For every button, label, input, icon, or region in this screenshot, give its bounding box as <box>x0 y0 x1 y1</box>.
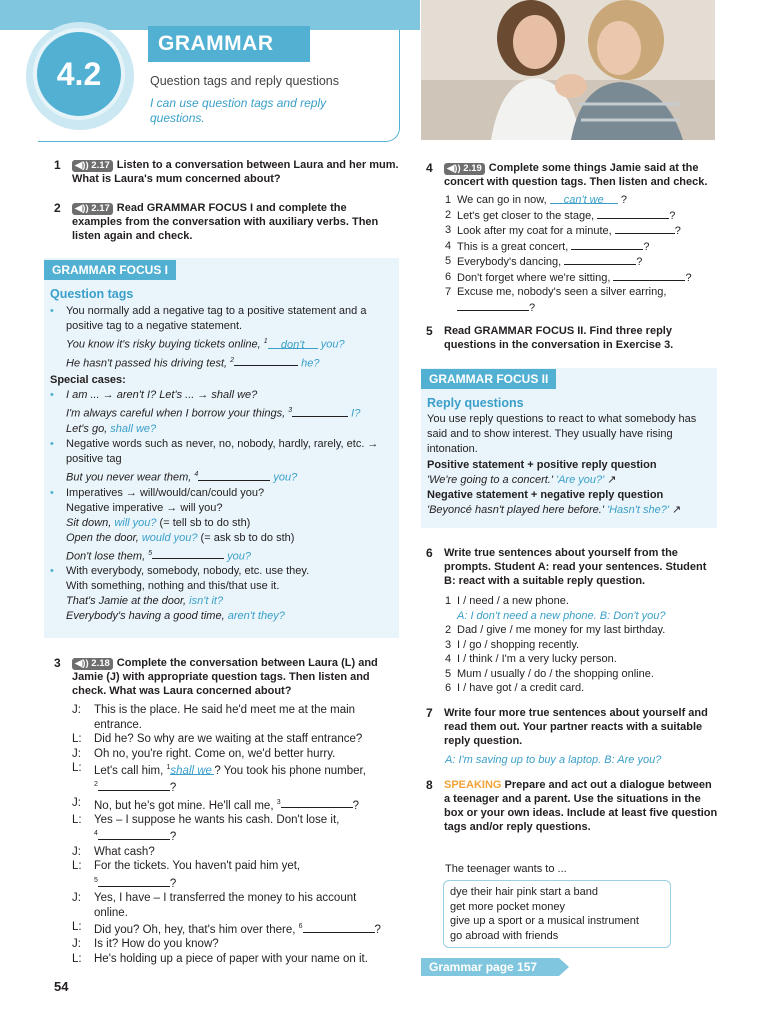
rule-item <box>50 388 395 437</box>
dialogue-line: L: Did you? Oh, hey, that's him over there, $^6$ ? <box>72 921 381 936</box>
list-item: 5 Everybody's dancing, ? <box>445 255 643 268</box>
list-item: 7 Excuse me, nobody's seen a silver earring, <box>445 286 667 298</box>
dialogue-line: L: Let's call him, $^1$shall we ? You took his phone number, <box>72 762 366 777</box>
situation-item: give up a sport or a musical instrument <box>450 915 639 927</box>
exercise-instruction: Write four more true sentences about yourself and read them out. Your partner reacts with a suitable reply question. <box>444 707 708 747</box>
rule-example: 'We're going to a concert.' 'Are you?' ↗ <box>427 474 617 486</box>
dialogue-line: $^4$ ? <box>94 830 177 844</box>
grammar-focus-heading: Reply questions <box>427 396 524 410</box>
rule-text: You use reply questions to react to what somebody has said and to show interest. They usually have rising intonation. <box>427 413 697 455</box>
list-item: 2 Let's get closer to the stage, ? <box>445 208 676 222</box>
list-item: 1 I / need / a new phone. <box>445 595 569 607</box>
answer-blank[interactable] <box>457 300 529 311</box>
rule-example: He hasn't passed his driving test, $^2$ he? <box>66 356 320 370</box>
speaking-label: SPEAKING <box>444 779 502 791</box>
list-item: 6 Don't forget where we're sitting, ? <box>445 270 692 284</box>
photo-illustration <box>421 0 715 140</box>
situation-item: dye their hair pink start a band <box>450 886 598 898</box>
rule-example: Open the door, would you? (= ask sb to do sth) <box>66 531 295 544</box>
answer-blank[interactable] <box>303 922 375 933</box>
dialogue-line: L: Yes – I suppose he wants his cash. Don't lose it, <box>72 813 340 826</box>
answer-blank[interactable] <box>564 254 636 265</box>
rule-example: Everybody's having a good time, aren't they? <box>66 610 285 623</box>
exercise-instruction: Complete some things Jamie said at the concert with question tags. Then listen and check. <box>444 162 708 188</box>
exercise-instruction: Listen to a conversation between Laura and her mum. What is Laura's mum concerned about? <box>72 159 399 185</box>
list-item: 3 I / go / shopping recently. <box>445 638 580 651</box>
exercise-4-items <box>445 193 720 315</box>
exercise-number: 3 <box>54 656 61 670</box>
grammar-focus-heading: Question tags <box>50 287 134 301</box>
bullet-icon: • <box>50 305 54 317</box>
answer-blank[interactable] <box>571 239 643 250</box>
exercise-instruction: Read GRAMMAR FOCUS II. Find three reply questions in the conversation in Exercise 3. <box>444 325 674 351</box>
exercise-number: 5 <box>426 324 433 338</box>
audio-icon[interactable]: ◀)) 2.17 <box>72 160 113 172</box>
photo-mother-daughter <box>421 0 715 140</box>
exercise-3 <box>54 656 399 698</box>
dialogue-line: J: This is the place. He said he'd meet me at the main <box>72 704 356 716</box>
exercise-number: 4 <box>426 161 433 175</box>
exercise-7 <box>426 706 718 748</box>
reference-label: Grammar page 157 <box>429 960 538 974</box>
exercise-1 <box>54 158 399 186</box>
exercise-4 <box>426 161 718 189</box>
rule-text: With everybody, somebody, nobody, etc. use they. <box>66 565 310 578</box>
dialogue-line: L: For the tickets. You haven't paid him yet, <box>72 860 301 873</box>
answer-blank[interactable] <box>613 270 685 281</box>
exercise-6 <box>426 546 718 588</box>
rule-example: You know it's risky buying tickets online, $^1$ don't you? <box>66 338 345 351</box>
answer-blank[interactable] <box>615 223 675 234</box>
exercise-instruction: Read GRAMMAR FOCUS I and complete the examples from the conversation with auxiliary verbs. Then listen again and check. <box>72 202 379 242</box>
list-item: 4 I / think / I'm a very lucky person. <box>445 653 617 665</box>
grammar-focus-1-tab: GRAMMAR FOCUS I <box>44 260 176 280</box>
audio-icon[interactable]: ◀)) 2.18 <box>72 658 113 670</box>
grammar-focus-1-content <box>50 287 395 624</box>
exercise-instruction: Write true sentences about yourself from the prompts. Student A: read your sentences. Student B: react with a suitable reply question. <box>444 547 707 587</box>
answer-blank[interactable] <box>98 780 170 791</box>
list-item: 5 Mum / usually / do / the shopping online. <box>445 667 654 680</box>
dialogue-line: $^2$ ? <box>94 781 177 795</box>
dialogue-line: J: Is it? How do you know? <box>72 938 219 951</box>
lesson-subtitle: Question tags and reply questions <box>150 74 340 88</box>
answer-blank[interactable] <box>98 876 170 887</box>
grammar-focus-2-tab: GRAMMAR FOCUS II <box>421 369 556 389</box>
rule-example: Don't lose them, $^5$ you? <box>66 549 252 563</box>
answer-blank[interactable] <box>281 797 353 808</box>
rule-example: But you never wear them, $^4$ you? <box>66 470 298 484</box>
rule-item <box>50 304 395 371</box>
exercise-5 <box>426 324 716 352</box>
example-answer: A: I don't need a new phone. B: Don't you? <box>457 609 666 622</box>
rule-text: Imperatives → will/would/can/could you? <box>66 486 265 499</box>
dialogue-line: L: Did he? So why are we waiting at the staff entrance? <box>72 733 363 745</box>
dialogue-line: J: Oh no, you're right. Come on, we'd better hurry. <box>72 747 336 760</box>
audio-icon[interactable]: ◀)) 2.17 <box>72 203 113 215</box>
exercise-number: 7 <box>426 706 433 720</box>
situation-item: get more pocket money <box>450 900 565 913</box>
exercise-number: 8 <box>426 778 433 792</box>
rule-example: I'm always careful when I borrow your things, $^3$ I? <box>66 407 361 420</box>
example-answer: A: I'm saving up to buy a laptop. B: Are you? <box>445 754 662 766</box>
conversation <box>72 703 402 966</box>
answer-blank[interactable] <box>152 548 224 559</box>
bullet-icon: • <box>50 437 54 450</box>
section-title: GRAMMAR <box>148 26 310 62</box>
answer-blank[interactable] <box>292 406 348 417</box>
rule-item <box>50 564 395 624</box>
dialogue-line: $^5$ ? <box>94 876 177 890</box>
exercise-2 <box>54 201 399 243</box>
dialogue-line: J: No, but he's got mine. He'll call me, $^3$ ? <box>72 796 360 812</box>
list-item: 1 We can go in now, can't we ? <box>445 194 627 206</box>
exercise-6-items <box>445 594 720 696</box>
rule-item <box>50 437 395 486</box>
bullet-icon: • <box>50 565 54 578</box>
rule-text: Negative words such as never, no, nobody, hardly, rarely, etc. → positive tag <box>66 437 379 465</box>
dialogue-line: J: Yes, I have – I transferred the money to his account <box>72 892 357 905</box>
dialogue-line: online. <box>94 906 128 919</box>
rule-example: 'Beyoncé hasn't played here before.' 'Hasn't she?' ↗ <box>427 504 682 516</box>
dialogue-line: J: What cash? <box>72 845 155 858</box>
grammar-focus-2-content <box>427 396 715 518</box>
bullet-icon: • <box>50 389 54 402</box>
list-item: 6 I / have got / a credit card. <box>445 682 585 694</box>
rising-intonation-icon: ↗ <box>607 474 617 486</box>
rule-heading: Negative statement + negative reply question <box>427 489 664 501</box>
lesson-badge: 4.2 <box>33 28 125 120</box>
answer-blank[interactable] <box>198 470 270 481</box>
rule-text: With something, nothing and this/that use it. <box>66 580 280 593</box>
special-cases-heading: Special cases: <box>50 374 126 387</box>
answer-blank[interactable] <box>98 829 170 840</box>
situation-item: go abroad with friends <box>450 929 559 942</box>
rising-intonation-icon: ↗ <box>672 504 682 516</box>
rule-text: You normally add a negative tag to a positive statement and a positive tag to a negative statement. <box>66 305 367 332</box>
rule-example: That's Jamie at the door, isn't it? <box>66 595 224 608</box>
audio-icon[interactable]: ◀)) 2.19 <box>444 163 485 175</box>
exercise-number: 1 <box>54 158 61 172</box>
rule-text: I am ... → aren't I? Let's ... → shall we? <box>66 389 258 402</box>
exercise-instruction: Prepare and act out a dialogue between a teenager and a parent. Use the situations in the box or your own ideas. Include at least five question tags and/or reply questions. <box>444 779 718 833</box>
rule-text: Negative imperative → will you? <box>66 501 223 514</box>
list-item: 4 This is a great concert, ? <box>445 239 650 253</box>
rule-example: Let's go, shall we? <box>66 422 157 435</box>
exercise-number: 6 <box>426 546 433 560</box>
dialogue-line: L: He's holding up a piece of paper with your name on it. <box>72 952 368 965</box>
situations-box <box>443 880 671 948</box>
list-item: 3 Look after my coat for a minute, ? <box>445 224 681 237</box>
exercise-instruction: Complete the conversation between Laura (L) and Jamie (J) with appropriate question tags. Then listen and check. What was Laura concerned about? <box>72 657 378 697</box>
list-item: ? <box>445 300 720 316</box>
grammar-reference-link[interactable] <box>421 958 569 976</box>
dialogue-line: entrance. <box>94 718 142 731</box>
answer-blank[interactable] <box>234 355 298 366</box>
answer-blank[interactable] <box>597 208 669 219</box>
exercise-number: 2 <box>54 201 61 215</box>
lesson-objective: I can use question tags and reply questions. <box>150 96 327 125</box>
bullet-icon: • <box>50 486 54 499</box>
page-number: 54 <box>54 979 69 994</box>
exercise-8 <box>426 778 718 834</box>
box-intro: The teenager wants to ... <box>445 863 567 875</box>
rule-example: Sit down, will you? (= tell sb to do sth) <box>66 516 251 529</box>
list-item: 2 Dad / give / me money for my last birthday. <box>445 624 666 636</box>
rule-item <box>50 486 395 565</box>
rule-heading: Positive statement + positive reply question <box>427 459 657 471</box>
